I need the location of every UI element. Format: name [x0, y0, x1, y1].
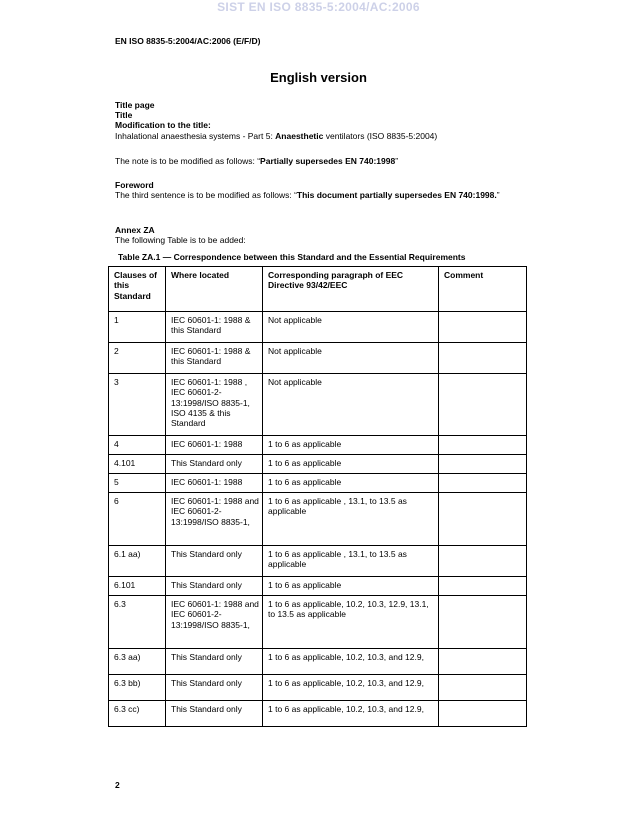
title-text-pre: Inhalational anaesthesia systems - Part 5:	[115, 130, 276, 141]
foreword-bold: This document partially supersedes EN 740:1998.	[296, 190, 497, 201]
directive-cell: 1 to 6 as applicable	[263, 436, 439, 455]
location-cell: This Standard only	[166, 546, 263, 577]
foreword-post: ”	[496, 190, 500, 201]
location-cell: IEC 60601-1: 1988	[166, 474, 263, 493]
location-cell: This Standard only	[166, 675, 263, 701]
note-bold: Partially supersedes EN 740:1998	[260, 156, 396, 166]
clause-cell: 6.3	[109, 596, 166, 649]
page-number: 2	[115, 780, 120, 790]
location-cell: IEC 60601-1: 1988 & this Standard	[166, 343, 263, 374]
annex-text: The following Table is to be added:	[115, 235, 246, 246]
document-reference: EN ISO 8835-5:2004/AC:2006 (E/F/D)	[115, 36, 261, 46]
directive-cell: 1 to 6 as applicable, 10.2, 10.3, and 12.9,	[263, 649, 439, 675]
foreword-section	[115, 180, 525, 200]
clause-cell: 6.101	[109, 577, 166, 596]
directive-cell: 1 to 6 as applicable, 10.2, 10.3, and 12.9,	[263, 701, 439, 727]
title-page-heading: Title page	[115, 100, 155, 110]
table-row	[109, 343, 527, 374]
table-row	[109, 312, 527, 343]
header-where-located: Where located	[166, 267, 263, 312]
directive-cell: Not applicable	[263, 312, 439, 343]
table-row	[109, 649, 527, 675]
modification-heading: Modification to the title:	[115, 120, 211, 131]
table-body	[109, 312, 527, 727]
comment-cell	[439, 701, 527, 727]
watermark: SIST EN ISO 8835-5:2004/AC:2006	[217, 0, 420, 14]
location-cell: This Standard only	[166, 649, 263, 675]
foreword-text	[115, 190, 525, 200]
clause-cell: 5	[109, 474, 166, 493]
comment-cell	[439, 436, 527, 455]
correspondence-table	[108, 266, 527, 727]
table-row	[109, 436, 527, 455]
clause-cell: 4.101	[109, 455, 166, 474]
comment-cell	[439, 455, 527, 474]
location-cell: This Standard only	[166, 455, 263, 474]
directive-cell: 1 to 6 as applicable	[263, 474, 439, 493]
location-cell: IEC 60601-1: 1988 and IEC 60601-2-13:1998/ISO 8835-1,	[166, 493, 263, 546]
comment-cell	[439, 374, 527, 436]
directive-cell: Not applicable	[263, 374, 439, 436]
location-cell: IEC 60601-1: 1988 , IEC 60601-2-13:1998/ISO 8835-1, ISO 4135 & this Standard	[166, 374, 263, 436]
clause-cell: 2	[109, 343, 166, 374]
clause-cell: 6.3 cc)	[109, 701, 166, 727]
comment-cell	[439, 474, 527, 493]
table-header-row	[109, 267, 527, 312]
clause-cell: 4	[109, 436, 166, 455]
directive-cell: 1 to 6 as applicable , 13.1, to 13.5 as applicable	[263, 493, 439, 546]
directive-cell: 1 to 6 as applicable	[263, 455, 439, 474]
clause-cell: 6.1 aa)	[109, 546, 166, 577]
directive-cell: 1 to 6 as applicable, 10.2, 10.3, 12.9, 13.1, to 13.5 as applicable	[263, 596, 439, 649]
table-row	[109, 455, 527, 474]
table-row	[109, 596, 527, 649]
comment-cell	[439, 675, 527, 701]
title-text-bold: Anaesthetic	[275, 130, 324, 141]
table-row	[109, 577, 527, 596]
table-row	[109, 493, 527, 546]
page-heading: English version	[270, 70, 367, 85]
clause-cell: 3	[109, 374, 166, 436]
directive-cell: Not applicable	[263, 343, 439, 374]
directive-cell: 1 to 6 as applicable , 13.1, to 13.5 as applicable	[263, 546, 439, 577]
annex-heading: Annex ZA	[115, 225, 155, 235]
table-caption: Table ZA.1 — Correspondence between this Standard and the Essential Requirements	[118, 252, 466, 262]
table-row	[109, 546, 527, 577]
location-cell: IEC 60601-1: 1988 & this Standard	[166, 312, 263, 343]
table-row	[109, 374, 527, 436]
header-comment: Comment	[439, 267, 527, 312]
comment-cell	[439, 312, 527, 343]
header-corresponding-paragraph: Corresponding paragraph of EEC Directive 93/42/EEC	[263, 267, 439, 312]
note-pre: The note is to be modified as follows: “	[115, 156, 261, 166]
header-clauses: Clauses of this Standard	[109, 267, 166, 312]
title-subheading: Title	[115, 110, 133, 121]
directive-cell: 1 to 6 as applicable, 10.2, 10.3, and 12.9,	[263, 675, 439, 701]
annex-section	[115, 225, 525, 245]
comment-cell	[439, 596, 527, 649]
directive-cell: 1 to 6 as applicable	[263, 577, 439, 596]
location-cell: This Standard only	[166, 577, 263, 596]
location-cell: IEC 60601-1: 1988	[166, 436, 263, 455]
clause-cell: 6	[109, 493, 166, 546]
title-text-post: ventilators (ISO 8835-5:2004)	[323, 130, 438, 141]
clause-cell: 6.3 bb)	[109, 675, 166, 701]
title-text	[115, 131, 525, 141]
comment-cell	[439, 493, 527, 546]
comment-cell	[439, 577, 527, 596]
table-row	[109, 675, 527, 701]
clause-cell: 1	[109, 312, 166, 343]
foreword-pre: The third sentence is to be modified as follows: “	[115, 190, 297, 201]
comment-cell	[439, 546, 527, 577]
foreword-heading: Foreword	[115, 180, 154, 190]
location-cell: IEC 60601-1: 1988 and IEC 60601-2-13:1998/ISO 8835-1,	[166, 596, 263, 649]
note-post: ”	[395, 156, 399, 166]
location-cell: This Standard only	[166, 701, 263, 727]
table-row	[109, 701, 527, 727]
note-paragraph	[115, 156, 525, 166]
comment-cell	[439, 343, 527, 374]
table-row	[109, 474, 527, 493]
clause-cell: 6.3 aa)	[109, 649, 166, 675]
title-page-section	[115, 100, 525, 141]
comment-cell	[439, 649, 527, 675]
